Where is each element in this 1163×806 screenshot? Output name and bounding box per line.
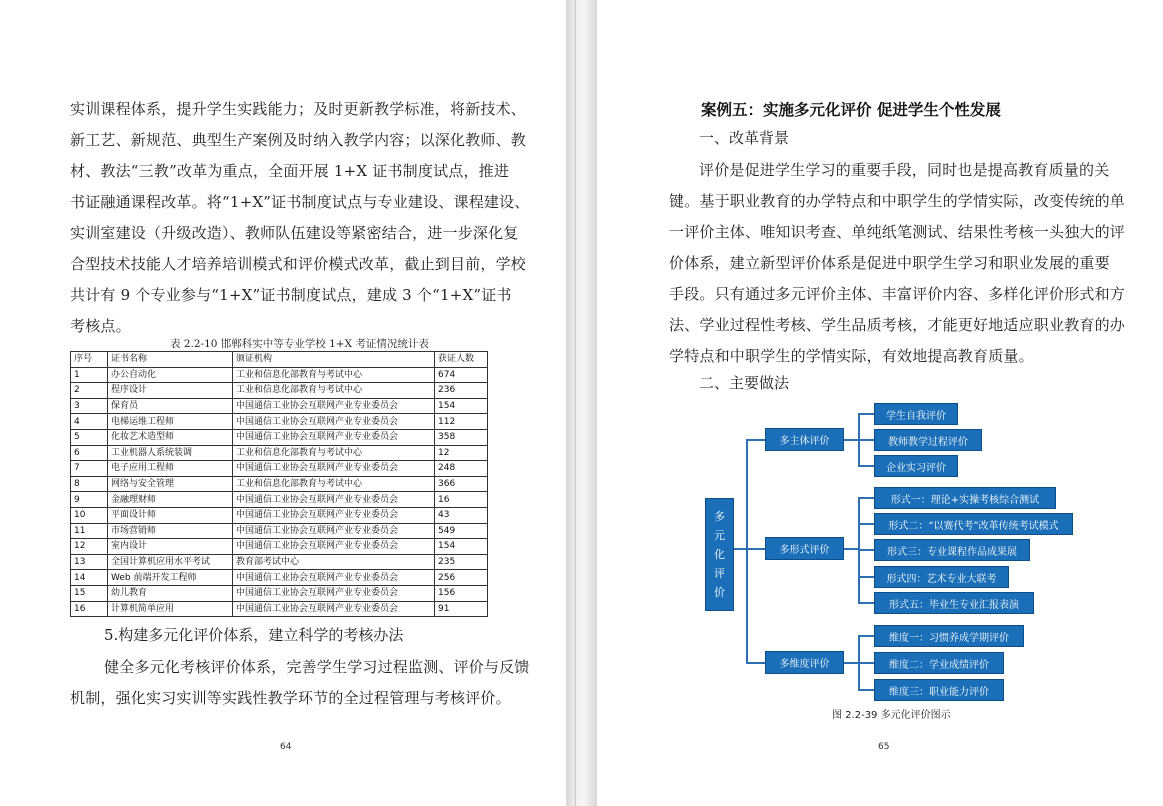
cell-index: 10 [71,507,108,523]
cell-issuer: 中国通信工业协会互联网产业专业委员会 [233,539,435,555]
paragraph-line: 键。基于职业教育的办学特点和中职学生的学情实际，改变传统的单 [669,192,1126,210]
connector [858,523,874,525]
cell-cert-name: 工业机器人系统装调 [108,445,233,461]
root-char: 评 [714,567,725,580]
connector [858,413,874,415]
cell-issuer: 工业和信息化部教育与考试中心 [233,476,435,492]
connector [858,439,874,441]
cell-issuer: 工业和信息化部教育与考试中心 [233,445,435,461]
cell-index: 6 [71,445,108,461]
cell-issuer: 中国通信工业协会互联网产业专业委员会 [233,492,435,508]
cell-issuer: 中国通信工业协会互联网产业专业委员会 [233,414,435,430]
connector [858,465,874,467]
diagram-root [705,498,734,611]
cell-index: 16 [71,601,108,617]
cell-count: 112 [435,414,488,430]
cell-issuer: 中国通信工业协会互联网产业专业委员会 [233,461,435,477]
closing-paragraph [70,652,530,714]
cell-issuer: 工业和信息化部教育与考试中心 [233,383,435,399]
table-row [71,539,488,555]
cell-count: 549 [435,523,488,539]
paragraph-line: 考核点。 [70,317,131,335]
cell-count: 156 [435,585,488,601]
left-page [0,0,566,806]
header-issuer: 颁证机构 [233,352,435,368]
cell-cert-name: 计算机简单应用 [108,601,233,617]
table-row [71,507,488,523]
connector [858,662,874,664]
leaf-box: 维度三：职业能力评价 [874,679,1004,701]
cell-index: 4 [71,414,108,430]
leaf-box: 维度二：学业成绩评价 [874,652,1004,674]
leaf-box: 维度一：习惯养成学期评价 [874,625,1024,647]
cell-issuer: 教育部考试中心 [233,554,435,570]
table-body [71,367,488,617]
cell-cert-name: 金融理财师 [108,492,233,508]
cell-issuer: 中国通信工业协会互联网产业专业委员会 [233,570,435,586]
intro-paragraph [70,94,530,342]
cell-index: 12 [71,539,108,555]
paragraph-line: 价体系，建立新型评价体系是促进中职学生学习和职业发展的重要 [669,254,1110,272]
cell-count: 248 [435,461,488,477]
paragraph-line: 合型技术技能人才培养培训模式和评价模式改革，截止到目前，学校 [70,255,527,273]
connector [746,662,765,664]
leaf-box: 形式二：“以赛代考”改革传统考试模式 [874,513,1073,535]
paragraph-line: 新工艺、新规范、典型生产案例及时纳入教学内容；以深化教师、教 [70,131,527,149]
connector [858,635,874,637]
paragraph-line: 法、学业过程性考核、学生品质考核，才能更好地适应职业教育的办 [669,316,1126,334]
section-heading: 5.构建多元化评价体系，建立科学的考核办法 [104,626,404,644]
cell-count: 154 [435,398,488,414]
paragraph-line: 实训室建设（升级改造）、教师队伍建设等紧密结合，进一步深化复 [70,224,519,242]
cell-index: 2 [71,383,108,399]
cell-index: 5 [71,429,108,445]
background-paragraph [669,155,1125,372]
leaf-box: 形式五：毕业生专业汇报表演 [874,592,1034,614]
cell-count: 236 [435,383,488,399]
root-char: 价 [714,586,725,599]
section-heading: 二、主要做法 [699,374,790,392]
cell-count: 358 [435,429,488,445]
cell-cert-name: 平面设计师 [108,507,233,523]
cell-cert-name: 办公自动化 [108,367,233,383]
cell-cert-name: Web 前端开发工程师 [108,570,233,586]
cell-index: 9 [71,492,108,508]
table-caption: 表 2.2-10 邯郸科实中等专业学校 1+X 考证情况统计表 [170,338,429,350]
root-char: 元 [714,529,725,542]
connector [844,439,859,441]
header-cert-name: 证书名称 [108,352,233,368]
page-divider [575,0,576,806]
leaf-box: 形式四：艺术专业大联考 [874,566,1009,588]
leaf-box: 形式一：理论+实操考核综合测试 [874,487,1056,509]
paragraph-line: 学特点和中职学生的学情实际，有效地提高教育质量。 [669,347,1034,365]
root-char: 多 [714,510,725,523]
paragraph-line: 健全多元化考核评价体系，完善学生学习过程监测、评价与反馈 [104,658,530,676]
connector [858,602,874,604]
certificate-table [70,351,488,617]
cell-count: 154 [435,539,488,555]
paragraph-line: 共计有 9 个专业参与“1+X”证书制度试点，建成 3 个“1+X”证书 [70,286,512,304]
cell-count: 43 [435,507,488,523]
cell-issuer: 工业和信息化部教育与考试中心 [233,367,435,383]
cell-count: 12 [435,445,488,461]
case-title: 案例五：实施多元化评价 促进学生个性发展 [701,101,1001,119]
paragraph-line: 书证融通课程改革。将“1+X”证书制度试点与专业建设、课程建设、 [70,193,530,211]
table-row [71,367,488,383]
cell-cert-name: 电梯运维工程师 [108,414,233,430]
cell-count: 91 [435,601,488,617]
cell-index: 14 [71,570,108,586]
connector [844,548,859,550]
cell-cert-name: 市场营销师 [108,523,233,539]
paragraph-line: 评价是促进学生学习的重要手段，同时也是提高教育质量的关 [699,161,1110,179]
group-box-form: 多形式评价 [765,537,844,560]
leaf-box: 形式三：专业课程作品成果展 [874,539,1030,561]
group-box-subject: 多主体评价 [765,428,844,451]
cell-count: 674 [435,367,488,383]
cell-issuer: 中国通信工业协会互联网产业专业委员会 [233,429,435,445]
group-box-dimension: 多维度评价 [765,651,844,674]
cell-index: 1 [71,367,108,383]
cell-index: 3 [71,398,108,414]
table-row [71,523,488,539]
right-page [597,0,1163,806]
cell-issuer: 中国通信工业协会互联网产业专业委员会 [233,601,435,617]
cell-index: 13 [71,554,108,570]
connector [858,689,874,691]
connector [844,662,859,664]
paragraph-line: 一评价主体、唯知识考查、单纯纸笔测试、结果性考核一头独大的评 [669,223,1126,241]
header-count: 获证人数 [435,352,488,368]
section-heading: 一、改革背景 [699,129,790,147]
cell-issuer: 中国通信工业协会互联网产业专业委员会 [233,523,435,539]
table-row [71,476,488,492]
cell-cert-name: 化妆艺术造型师 [108,429,233,445]
connector [858,549,874,551]
page-gutter [566,0,597,806]
leaf-box: 企业实习评价 [874,455,958,477]
table-row [71,585,488,601]
page-number: 65 [878,742,890,752]
paragraph-line: 手段。只有通过多元评价主体、丰富评价内容、多样化评价形式和方 [669,285,1126,303]
root-char: 化 [714,548,725,561]
connector [858,576,874,578]
cell-cert-name: 保育员 [108,398,233,414]
table-header-row [71,352,488,368]
leaf-box: 教师教学过程评价 [874,429,982,451]
connector [858,497,874,499]
table-row [71,429,488,445]
cell-count: 235 [435,554,488,570]
cell-issuer: 中国通信工业协会互联网产业专业委员会 [233,507,435,523]
connector [746,439,748,663]
table-row [71,554,488,570]
cell-cert-name: 室内设计 [108,539,233,555]
table-row [71,570,488,586]
cell-count: 16 [435,492,488,508]
cell-index: 8 [71,476,108,492]
table-row [71,461,488,477]
paragraph-line: 实训课程体系，提升学生实践能力；及时更新教学标准，将新技术、 [70,100,527,118]
table-row [71,601,488,617]
connector [746,548,765,550]
header-index: 序号 [71,352,108,368]
paragraph-line: 机制，强化实习实训等实践性教学环节的全过程管理与考核评价。 [70,689,511,707]
cell-cert-name: 幼儿教育 [108,585,233,601]
cell-issuer: 中国通信工业协会互联网产业专业委员会 [233,585,435,601]
cell-cert-name: 程序设计 [108,383,233,399]
table-row [71,398,488,414]
cell-index: 11 [71,523,108,539]
table-row [71,414,488,430]
page-number: 64 [280,742,292,752]
table-row [71,383,488,399]
leaf-box: 学生自我评价 [874,403,958,425]
cell-cert-name: 全国计算机应用水平考试 [108,554,233,570]
cell-count: 366 [435,476,488,492]
table-row [71,445,488,461]
cell-index: 7 [71,461,108,477]
cell-cert-name: 电子应用工程师 [108,461,233,477]
figure-caption: 图 2.2-39 多元化评价图示 [832,710,951,721]
cell-issuer: 中国通信工业协会互联网产业专业委员会 [233,398,435,414]
connector [746,439,765,441]
cell-cert-name: 网络与安全管理 [108,476,233,492]
paragraph-line: 材、教法“三教”改革为重点，全面开展 1+X 证书制度试点，推进 [70,162,510,180]
table-row [71,492,488,508]
cell-count: 256 [435,570,488,586]
cell-index: 15 [71,585,108,601]
